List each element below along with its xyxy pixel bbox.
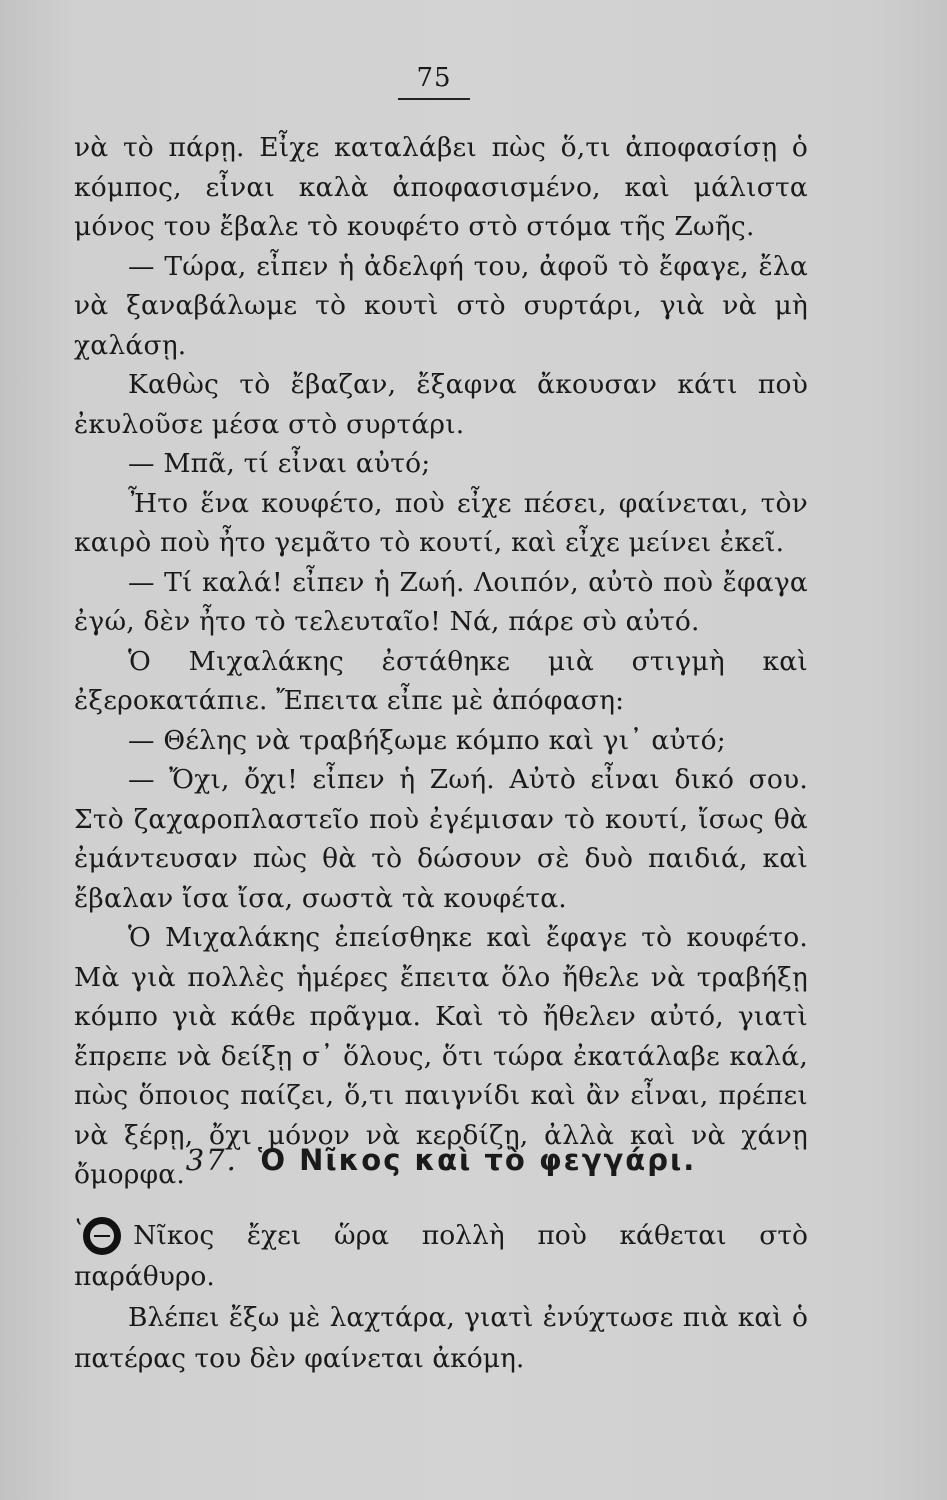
paragraph: — Τώρα, εἶπεν ἡ ἀδελφή του, ἀφοῦ τὸ ἔφαγε, ἔλα νὰ ξαναβάλωμε τὸ κουτὶ στὸ συρτάρι, γιὰ νὰ μὴ χαλάσῃ. (74, 250, 808, 361)
paragraph: Ἦτο ἕνα κουφέτο, ποὺ εἶχε πέσει, φαίνεται, τὸν καιρὸ ποὺ ἦτο γεμᾶτο τὸ κουτί, καὶ εἶχε μείνει ἐκεῖ. (74, 487, 808, 558)
chapter-text (74, 1215, 808, 1379)
paragraph: — Τί καλά! εἶπεν ἡ Ζωή. Λοιπόν, αὐτὸ ποὺ ἔφαγα ἐγώ, δὲν ἦτο τὸ τελευταῖο! Νά, πάρε σὺ αὐτό. (74, 566, 808, 637)
paragraph (74, 1215, 808, 1297)
chapter-title: Ὁ Νῖκος καὶ τὸ φεγγάρι. (257, 1143, 697, 1177)
paragraph: Ὁ Μιχαλάκης ἐστάθηκε μιὰ στιγμὴ καὶ ἐξεροκατάπιε. Ἔπειτα εἶπε μὲ ἀπόφαση: (74, 645, 808, 716)
chapter-heading (74, 1140, 808, 1180)
paragraph: — Θέλης νὰ τραβήξωμε κόμπο καὶ γι᾽ αὐτό; (128, 724, 726, 756)
paragraph: Ὁ Μιχαλάκης ἐπείσθηκε καὶ ἔφαγε τὸ κουφέτο. Μὰ γιὰ πολλὲς ἡμέρες ἔπειτα ὅλο ἤθελε νὰ τραβήξῃ κόμπο γιὰ κάθε πρᾶγμα. Καὶ τὸ ἤθελεν αὐτό, γιατὶ ἔπρεπε νὰ δείξῃ σ᾽ ὅλους, ὅτι τώρα ἐκατάλαβε καλά, πὼς ὅποιος παίζει, ὅ,τι παιγνίδι καὶ ἂν εἶναι, πρέπει νὰ ξέρῃ, ὄχι μόνον νὰ κερδίζῃ, ἀλλὰ καὶ νὰ χάνῃ ὄμορφα. (74, 922, 808, 1190)
paragraph: Βλέπει ἔξω μὲ λαχτάρα, γιατὶ ἐνύχτωσε πιὰ καὶ ὁ πατέρας του δὲν φαίνεται ἀκόμη. (74, 1302, 808, 1374)
dropcap-breathing-mark: ʽ (74, 1215, 83, 1245)
chapter-number: 37. (185, 1143, 238, 1177)
page-number-rule (398, 98, 470, 100)
page-number: 75 (416, 63, 452, 93)
paragraph: νὰ τὸ πάρῃ. Εἶχε καταλάβει πὼς ὅ,τι ἀποφασίσῃ ὁ κόμπος, εἶναι καλὰ ἀποφασισμένο, καὶ μάλιστα μόνος του ἔβαλε τὸ κουφέτο στὸ στόμα τῆς Ζωῆς. (74, 132, 808, 242)
paragraph: Καθὼς τὸ ἔβαζαν, ἔξαφνα ἄκουσαν κάτι ποὺ ἐκυλοῦσε μέσα στὸ συρτάρι. (74, 369, 808, 440)
body-text (74, 128, 808, 1195)
dropcap (74, 1215, 121, 1256)
paragraph: — Μπᾶ, τί εἶναι αὐτό; (128, 448, 431, 479)
paragraph: — Ὄχι, ὄχι! εἶπεν ἡ Ζωή. Αὐτὸ εἶναι δικό σου. Στὸ ζαχαροπλαστεῖο ποὺ ἐγέμισαν τὸ κουτί, ἴσως θὰ ἐμάντευσαν πὼς θὰ τὸ δώσουν σὲ δυὸ παιδιά, καὶ ἔβαλαν ἴσα ἴσα, σωστὰ τὰ κουφέτα. (74, 764, 808, 914)
dropcap-omicron-icon (83, 1217, 121, 1255)
paragraph-text: Νῖκος ἔχει ὥρα πολλὴ ποὺ κάθεται στὸ παράθυρο. (74, 1220, 808, 1292)
